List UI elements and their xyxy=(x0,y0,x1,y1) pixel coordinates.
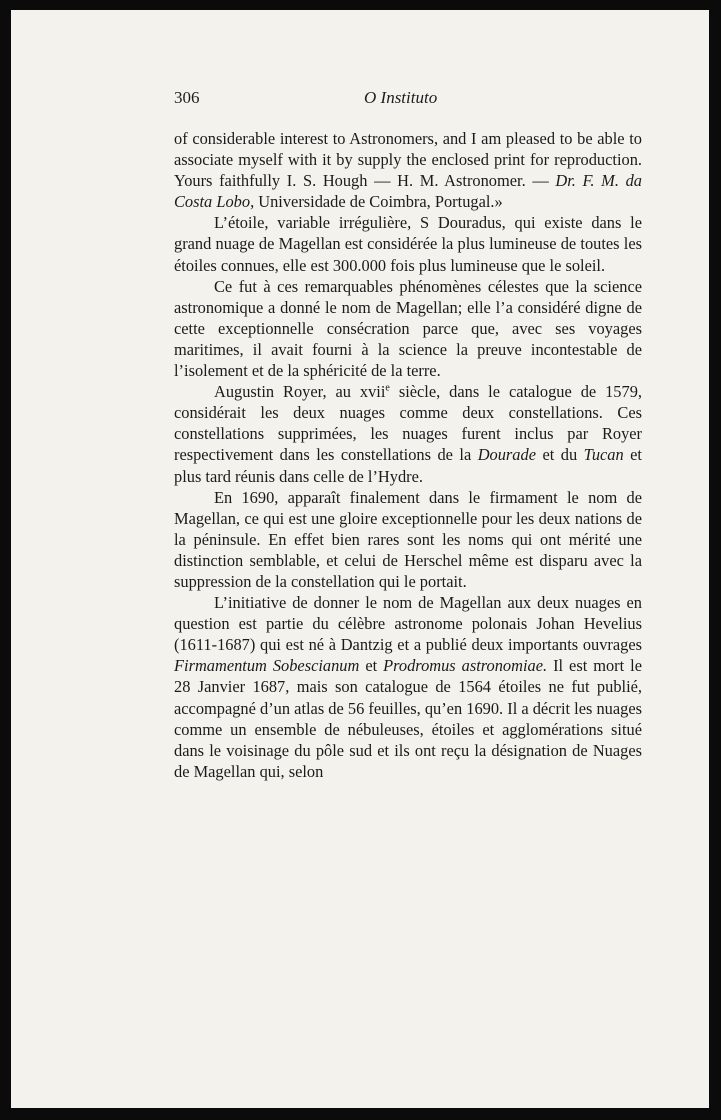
page-number: 306 xyxy=(174,88,200,107)
paragraph-magellan-name: Ce fut à ces remarquables phénomènes célestes que la science astronomique a donné le nom de Magellan; elle l’a considéré digne de cette exceptionnelle consécration parce que, avec ses voyages maritimes, il avait fourni à la science la preuve incontestable de l’isolement et de la sphéricité de la terre. xyxy=(174,276,642,381)
paragraph-s-douradus: L’étoile, variable irrégulière, S Douradus, qui existe dans le grand nuage de Magellan est considérée la plus lumineuse de toutes les étoiles connues, elle est 300.000 fois plus lumineuse que le soleil. xyxy=(174,213,642,275)
author-name: Dr. F. M. da Costa Lobo xyxy=(174,171,642,212)
paragraph-hevelius: L’initiative de donner le nom de Magellan aux deux nuages en question est partie du célèbre astronome polonais Johan Hevelius (1611-1687) qui est né à Dantzig et a publié deux importants ouvrages Firmamentum Sobescianum et Prodromus astronomiae. Il est mort le 28 Janvier 1687, mais son catalogue de 1564 étoiles ne fut publié, accompagné d’un atlas de 56 feuilles, qu’en 1690. Il a décrit les nuages comme un ensemble de nébuleuses, étoiles et agglomérations situé dans le voisinage du pôle sud et ils ont reçu la désignation de Nuages de Magellan qui, selon xyxy=(174,593,642,781)
paragraph-royer: Augustin Royer, au xvii$^e$ siècle, dans le catalogue de 1579, considérait les deux nuages comme deux constellations. Ces constellations supprimées, les nuages furent inclus par Royer respectivement dans les constellations de la Dourade et du Tucan et plus tard réunis dans celle de l’Hydre. xyxy=(174,382,642,486)
page-header xyxy=(174,88,642,110)
paragraph-1690: En 1690, apparaît finalement dans le firmament le nom de Magellan, ce qui est une gloire exceptionnelle pour les deux nations de la péninsule. En effet bien rares sont les noms qui ont mérité une distinction semblable, et celui de Herschel même est disparu avec la suppression de la constellation qui le portait. xyxy=(174,487,642,591)
running-title: O Instituto xyxy=(364,88,438,107)
paragraph-letter-continuation: of considerable interest to Astronomers, and I am pleased to be able to associate myself with it by supply the enclosed print for reproduction. Yours faithfully I. S. Hough — H. M. Astronomer. — Dr. F. M. da Costa Lobo, Universidade de Coimbra, Portugal.» xyxy=(174,129,642,212)
body-text xyxy=(174,128,642,782)
